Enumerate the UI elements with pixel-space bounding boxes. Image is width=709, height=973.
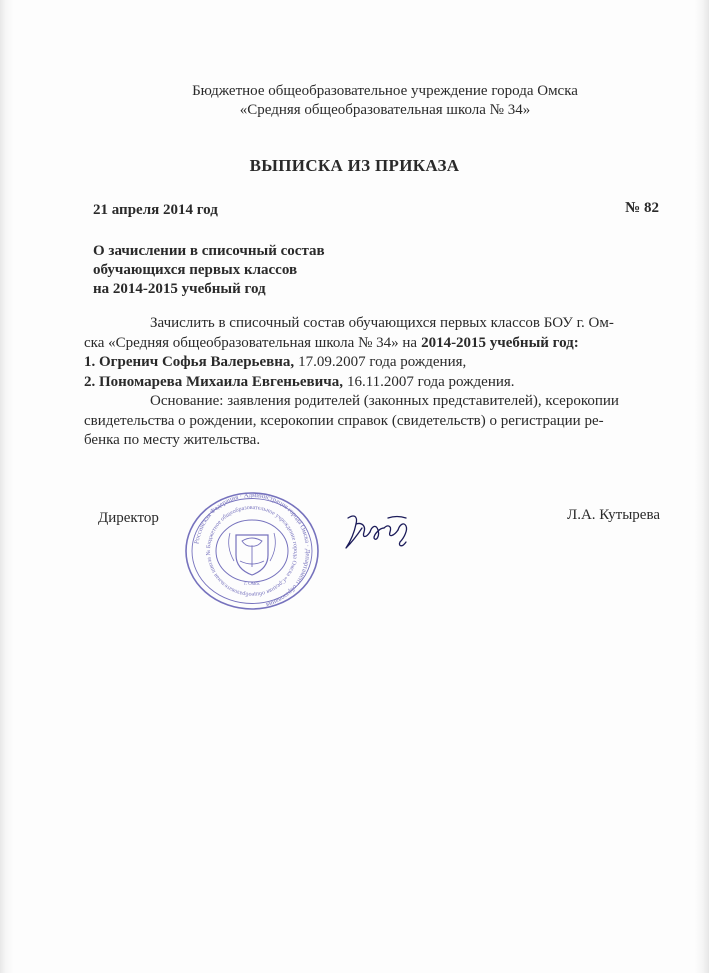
subject-line-2: обучающихся первых классов xyxy=(93,262,298,278)
student-birth-2: 16.11.2007 года рождения. xyxy=(346,373,515,390)
order-text-2a: ска «Средняя общеобразовательная школа № 34» на xyxy=(84,334,418,351)
basis-line-1 xyxy=(84,392,660,412)
academic-year: 2014-2015 учебный год: xyxy=(421,334,579,351)
student-birth-1: 17.09.2007 года рождения, xyxy=(298,354,467,370)
director-signature xyxy=(340,508,420,556)
basis-line-2 xyxy=(84,412,660,432)
organization-line-1: Бюджетное общеобразовательное учреждение города Омска xyxy=(192,83,578,99)
basis-text-2: свидетельства о рождении, ксерокопии справок (свидетельств) о регистрации ре- xyxy=(84,412,604,429)
order-text-line-1 xyxy=(84,314,660,334)
order-body xyxy=(84,314,660,451)
document-title: ВЫПИСКА ИЗ ПРИКАЗА xyxy=(249,156,460,175)
order-date: 21 апреля 2014 год xyxy=(93,202,218,218)
order-text-1: Зачислить в списочный состав обучающихся первых классов БОУ г. Ом- xyxy=(150,315,614,331)
basis-line-3 xyxy=(84,431,660,451)
subject-line-1: О зачислении в списочный состав xyxy=(93,243,325,259)
order-subject xyxy=(93,242,325,299)
subject-line-3: на 2014-2015 учебный год xyxy=(93,281,266,297)
signatory-position: Директор xyxy=(98,510,159,526)
student-row-1 xyxy=(84,353,660,373)
order-text-line-2 xyxy=(84,334,660,354)
basis-text-3: бенка по месту жительства. xyxy=(84,432,261,448)
student-row-2 xyxy=(84,373,660,393)
student-name-2: 2. Пономарева Михаила Евгеньевича, xyxy=(84,373,343,390)
student-name-1: 1. Огренич Софья Валерьевна, xyxy=(84,354,295,370)
coat-of-arms-icon xyxy=(229,533,276,575)
official-stamp xyxy=(178,489,326,613)
stamp-outer-text: Российская Федерация · Администрация города Омска · Департамент образования xyxy=(193,491,312,609)
organization-line-2: «Средняя общеобразовательная школа № 34» xyxy=(239,102,531,118)
basis-text-1: Основание: заявления родителей (законных представителей), ксерокопии xyxy=(150,393,619,409)
signatory-name: Л.А. Кутырева xyxy=(567,507,660,523)
stamp-ring-text: Бюджетное общеобразовательное учреждение города Омска «Средняя общеобразовательная школа № xyxy=(205,504,299,598)
order-number: № 82 xyxy=(625,200,659,216)
stamp-city-label: г. Омск xyxy=(244,582,260,587)
